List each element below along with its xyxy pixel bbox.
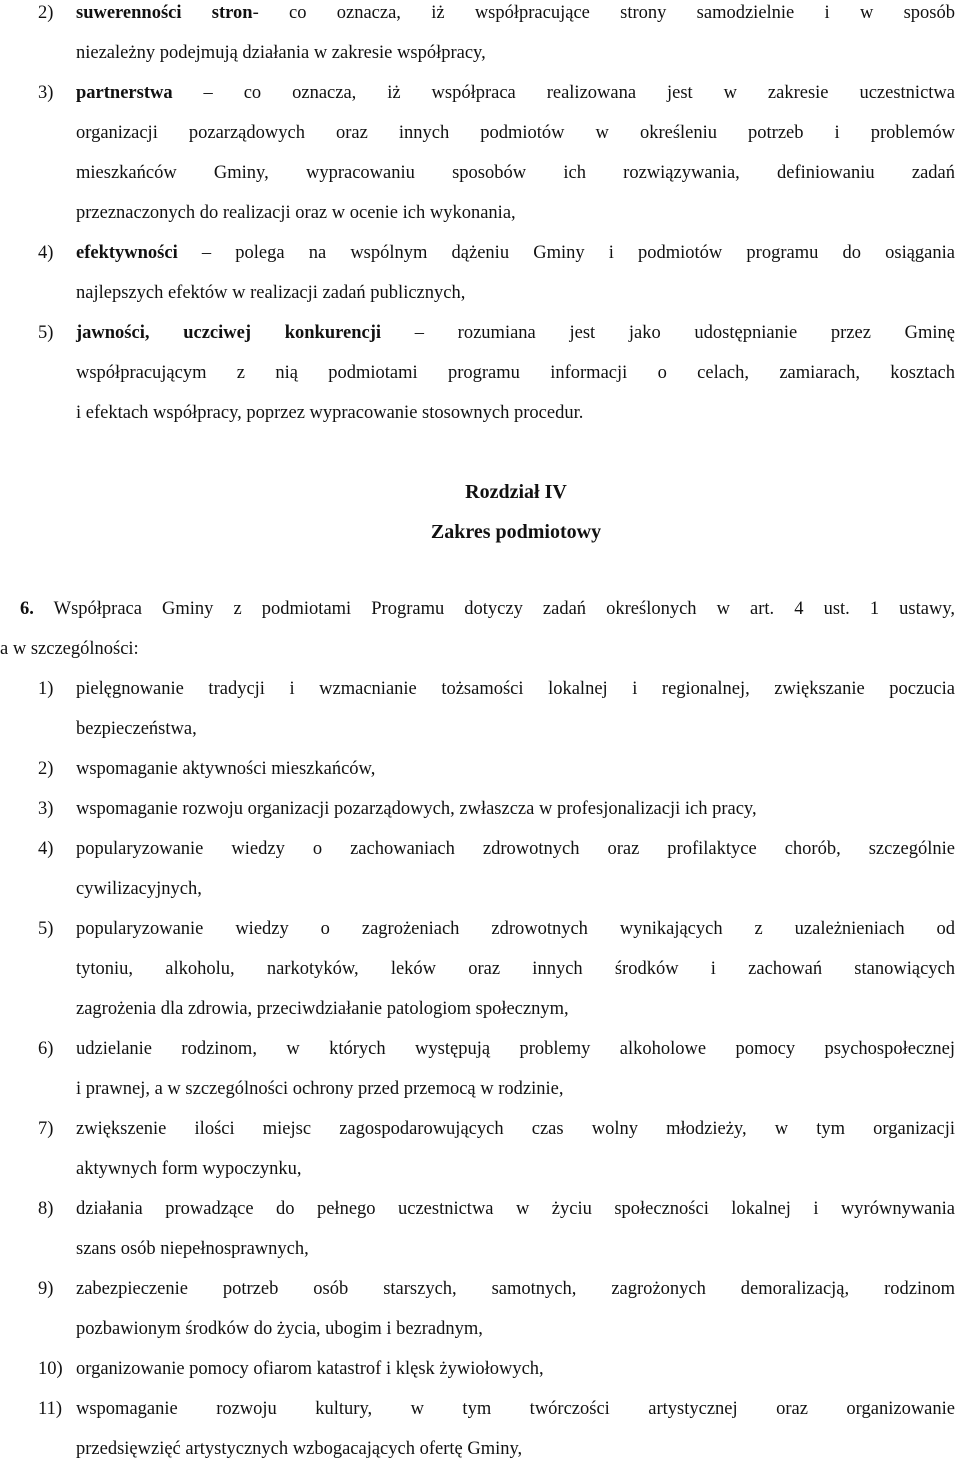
term-bold: partnerstwa bbox=[76, 83, 173, 103]
list-item-line: mieszkańców Gminy, wypracowaniu sposobów ich rozwiązywania, definiowaniu zadań bbox=[76, 163, 955, 183]
list-item-line bbox=[76, 0, 955, 26]
list-item-line: popularyzowanie wiedzy o zachowaniach zdrowotnych oraz profilaktyce chorób, szczególnie bbox=[76, 839, 955, 859]
list-number: 10) bbox=[38, 1359, 63, 1379]
chapter-subtitle: Zakres podmiotowy bbox=[430, 521, 602, 543]
term-bold: efektywności bbox=[76, 243, 178, 263]
list-item-line: organizowanie pomocy ofiarom katastrof i klęsk żywiołowych, bbox=[76, 1359, 544, 1379]
list-item-text: - co oznacza, iż współpracujące strony samodzielnie i w sposób bbox=[252, 3, 955, 23]
list-number: 2) bbox=[38, 3, 54, 23]
list-item-line bbox=[76, 320, 955, 346]
list-item-line: niezależny podejmują działania w zakresie współpracy, bbox=[76, 43, 486, 63]
list-item-line: szans osób niepełnosprawnych, bbox=[76, 1239, 309, 1259]
list-number: 2) bbox=[38, 759, 54, 779]
list-item-line: cywilizacyjnych, bbox=[76, 879, 202, 899]
list-item-line bbox=[76, 80, 955, 106]
list-number: 8) bbox=[38, 1199, 54, 1219]
term-bold: jawności, uczciwej konkurencji bbox=[76, 323, 381, 343]
paragraph-number: 6. bbox=[20, 599, 34, 619]
list-number: 5) bbox=[38, 919, 54, 939]
list-item-line: udzielanie rodzinom, w których występują problemy alkoholowe pomocy psychospołecznej bbox=[76, 1039, 955, 1059]
list-number: 7) bbox=[38, 1119, 54, 1139]
list-item-line: zabezpieczenie potrzeb osób starszych, samotnych, zagrożonych demoralizacją, rodzinom bbox=[76, 1279, 955, 1299]
list-item-line: i efektach współpracy, poprzez wypracowanie stosownych procedur. bbox=[76, 403, 584, 423]
list-item-line: aktywnych form wypoczynku, bbox=[76, 1159, 302, 1179]
list-item-line: organizacji pozarządowych oraz innych podmiotów w określeniu potrzeb i problemów bbox=[76, 123, 955, 143]
list-item-line: popularyzowanie wiedzy o zagrożeniach zdrowotnych wynikających z uzależnieniach od bbox=[76, 919, 955, 939]
list-item-line: wspomaganie rozwoju organizacji pozarządowych, zwłaszcza w profesjonalizacji ich pracy, bbox=[76, 799, 757, 819]
list-number: 1) bbox=[38, 679, 54, 699]
term-bold: suwerenności stron bbox=[76, 3, 253, 23]
list-number: 6) bbox=[38, 1039, 54, 1059]
list-number: 5) bbox=[38, 323, 54, 343]
list-item-line: i prawnej, a w szczególności ochrony przed przemocą w rodzinie, bbox=[76, 1079, 564, 1099]
list-number: 11) bbox=[38, 1399, 62, 1419]
list-item-line: przeznaczonych do realizacji oraz w ocenie ich wykonania, bbox=[76, 203, 516, 223]
paragraph-6-line: a w szczególności: bbox=[0, 639, 139, 659]
list-item-line: wspomaganie aktywności mieszkańców, bbox=[76, 759, 376, 779]
list-item-line: zwiększenie ilości miejsc zagospodarowujących czas wolny młodzieży, w tym organizacji bbox=[76, 1119, 955, 1139]
list-item-line: najlepszych efektów w realizacji zadań publicznych, bbox=[76, 283, 466, 303]
list-item-line: współpracującym z nią podmiotami programu informacji o celach, zamiarach, kosztach bbox=[76, 363, 955, 383]
list-item-text: – polega na wspólnym dążeniu Gminy i podmiotów programu do osiągania bbox=[201, 243, 955, 263]
list-number: 3) bbox=[38, 83, 54, 103]
paragraph-text: Współpraca Gminy z podmiotami Programu dotyczy zadań określonych w art. 4 ust. 1 ustawy, bbox=[53, 599, 956, 619]
list-item-text: – co oznacza, iż współpraca realizowana jest w zakresie uczestnictwa bbox=[203, 83, 955, 103]
list-item-line: działania prowadzące do pełnego uczestnictwa w życiu społeczności lokalnej i wyrównywania bbox=[76, 1199, 955, 1219]
list-item-text: – rozumiana jest jako udostępnianie przez Gminę bbox=[414, 323, 956, 343]
list-item-line: bezpieczeństwa, bbox=[76, 719, 197, 739]
paragraph-6-line bbox=[20, 596, 955, 622]
list-item-line: przedsięwzięć artystycznych wzbogacających ofertę Gminy, bbox=[76, 1439, 523, 1459]
list-item-line: wspomaganie rozwoju kultury, w tym twórczości artystycznej oraz organizowanie bbox=[76, 1399, 955, 1419]
chapter-title: Rozdział IV bbox=[465, 481, 567, 503]
list-number: 3) bbox=[38, 799, 54, 819]
list-number: 4) bbox=[38, 243, 54, 263]
list-number: 9) bbox=[38, 1279, 54, 1299]
list-item-line bbox=[76, 240, 955, 266]
list-number: 4) bbox=[38, 839, 54, 859]
list-item-line: zagrożenia dla zdrowia, przeciwdziałanie patologiom społecznym, bbox=[76, 999, 569, 1019]
list-item-line: pozbawionym środków do życia, ubogim i bezradnym, bbox=[76, 1319, 483, 1339]
list-item-line: tytoniu, alkoholu, narkotyków, leków oraz innych środków i zachowań stanowiących bbox=[76, 959, 955, 979]
list-item-line: pielęgnowanie tradycji i wzmacnianie tożsamości lokalnej i regionalnej, zwiększanie poczucia bbox=[76, 679, 955, 699]
